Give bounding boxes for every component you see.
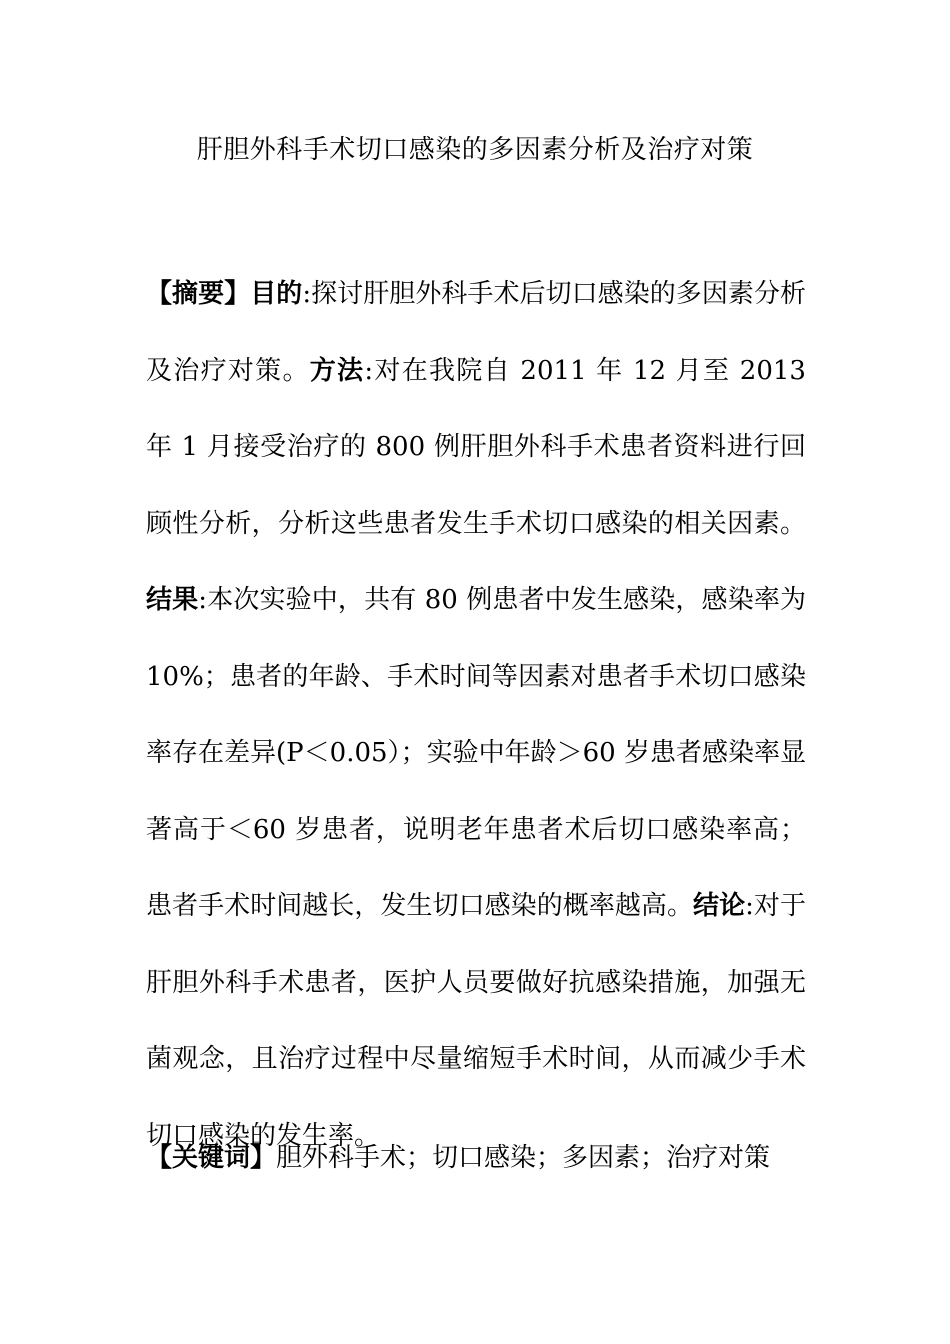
abstract-paragraph xyxy=(146,256,806,1174)
methods-label: 方法 xyxy=(309,355,365,386)
results-text: :本次实验中，共有 80 例患者中发生感染，感染率为 10%；患者的年龄、手术时间等因素对患者手术切口感染率存在差异(P＜0.05）；实验中年龄＞60 岁患者感染率显著高于＜60 岁患者，说明老年患者术后切口感染率高；患者手术时间越长，发生切口感染的概率越高。 xyxy=(146,585,806,921)
objective-text: :探讨肝胆外科手术后切口感染的多因素分析及治疗对策。 xyxy=(146,279,806,386)
keywords-text: 胆外科手术；切口感染；多因素；治疗对策 xyxy=(276,1143,771,1173)
objective-label: 目的 xyxy=(250,279,303,309)
conclusion-text: :对于肝胆外科手术患者，医护人员要做好抗感染措施，加强无菌观念，且治疗过程中尽量缩短手术时间，从而减少手术切口感染的发生率。 xyxy=(146,891,806,1151)
document-title: 肝胆外科手术切口感染的多因素分析及治疗对策 xyxy=(196,135,754,165)
methods-text: :对在我院自 2011 年 12 月至 2013 年 1 月接受治疗的 800 例肝胆外科手术患者资料进行回顾性分析，分析这些患者发生手术切口感染的相关因素。 xyxy=(146,355,806,539)
abstract-label: 【摘要】 xyxy=(146,279,251,309)
keywords-line xyxy=(146,1138,806,1178)
conclusion-label: 结论 xyxy=(693,891,746,921)
keywords-label: 【关键词】 xyxy=(146,1143,277,1173)
results-label: 结果 xyxy=(146,585,199,615)
